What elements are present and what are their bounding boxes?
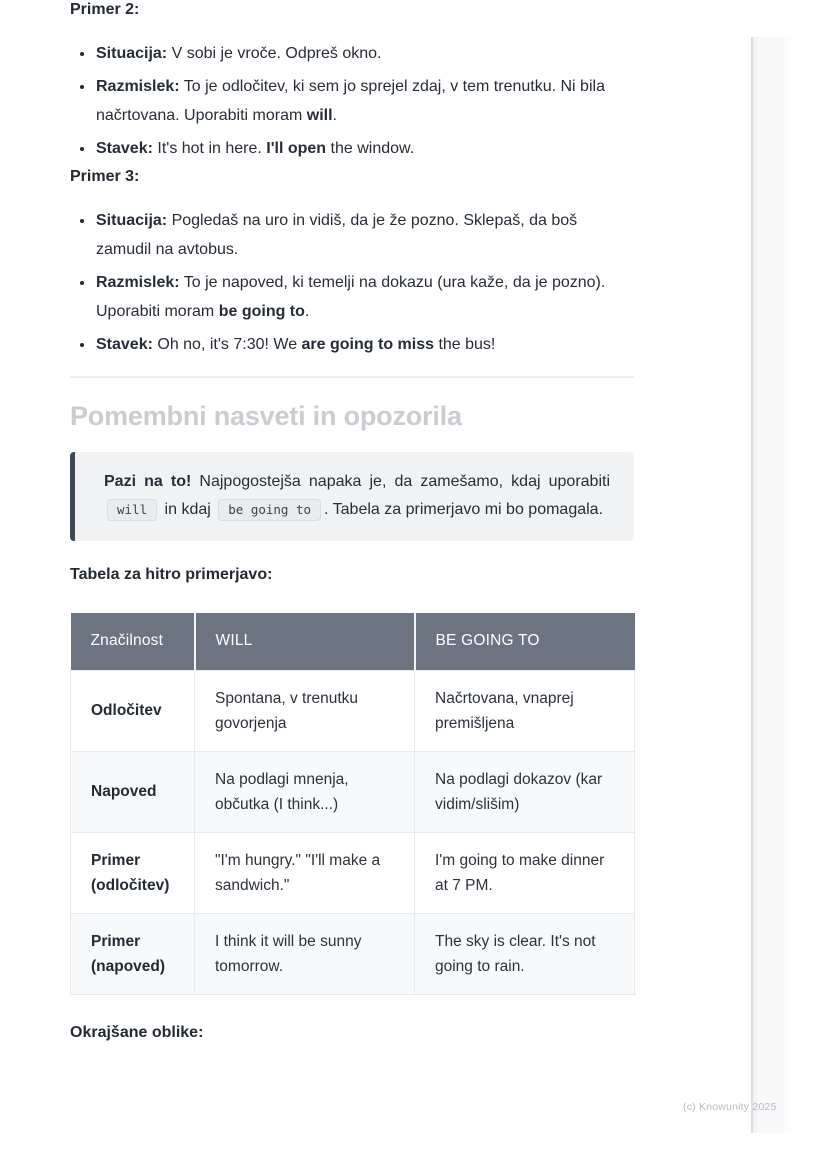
primer2-list	[70, 39, 634, 163]
cell-will: Na podlagi mnenja, občutka (I think...)	[195, 751, 415, 832]
table-row	[71, 832, 635, 913]
table-row	[71, 913, 635, 994]
copyright-watermark: (c) Knowunity 2025	[683, 1101, 777, 1113]
warning-callout: Pazi na to! Najpogostejša napaka je, da zamešamo, kdaj uporabiti will in kdaj be going to . Tabela za primerjavo mi bo pomagala.	[70, 452, 634, 541]
cell-feature: Odločitev	[71, 670, 195, 751]
column-header-be-going-to: BE GOING TO	[415, 613, 635, 670]
list-item: • Stavek: Oh no, it's 7:30! We are going to miss the bus!	[95, 330, 634, 359]
short-forms-heading: Okrajšane oblike:	[70, 1023, 204, 1041]
primer3-list	[70, 206, 634, 359]
cell-going: Načrtovana, vnaprej premišljena	[415, 670, 635, 751]
column-header-feature: Značilnost	[71, 613, 195, 670]
section-divider	[70, 376, 634, 378]
document-page	[70, 0, 634, 1042]
table-row	[71, 670, 635, 751]
comparison-table	[70, 613, 635, 995]
list-item: • Situacija: V sobi je vroče. Odpreš okno.	[95, 39, 634, 68]
cell-going: The sky is clear. It's not going to rain.	[415, 913, 635, 994]
list-item: • Razmislek: To je napoved, ki temelji na dokazu (ura kaže, da je pozno). Uporabiti moram be going to.	[95, 268, 634, 326]
cell-will: I think it will be sunny tomorrow.	[195, 913, 415, 994]
table-header-row	[71, 613, 635, 670]
cell-going: Na podlagi dokazov (kar vidim/slišim)	[415, 751, 635, 832]
list-item: • Razmislek: To je odločitev, ki sem jo sprejel zdaj, v tem trenutku. Ni bila načrtovana. Uporabiti moram will.	[95, 72, 634, 130]
list-item: • Stavek: It's hot in here. I'll open the window.	[95, 134, 634, 163]
cell-feature: Napoved	[71, 751, 195, 832]
section-heading: Pomembni nasveti in opozorila	[70, 401, 462, 431]
cell-feature: Primer (odločitev)	[71, 832, 195, 913]
table-row	[71, 751, 635, 832]
page-edge	[751, 37, 792, 1133]
list-item: • Situacija: Pogledaš na uro in vidiš, da je že pozno. Sklepaš, da boš zamudil na avtobus.	[95, 206, 634, 264]
cell-feature: Primer (napoved)	[71, 913, 195, 994]
primer2-heading: Primer 2:	[70, 1, 140, 18]
cell-going: I'm going to make dinner at 7 PM.	[415, 832, 635, 913]
cell-will: "I'm hungry." "I'll make a sandwich."	[195, 832, 415, 913]
cell-will: Spontana, v trenutku govorjenja	[195, 670, 415, 751]
primer3-heading: Primer 3:	[70, 168, 140, 185]
table-intro-heading: Tabela za hitro primerjavo:	[70, 566, 273, 583]
column-header-will: WILL	[195, 613, 415, 670]
